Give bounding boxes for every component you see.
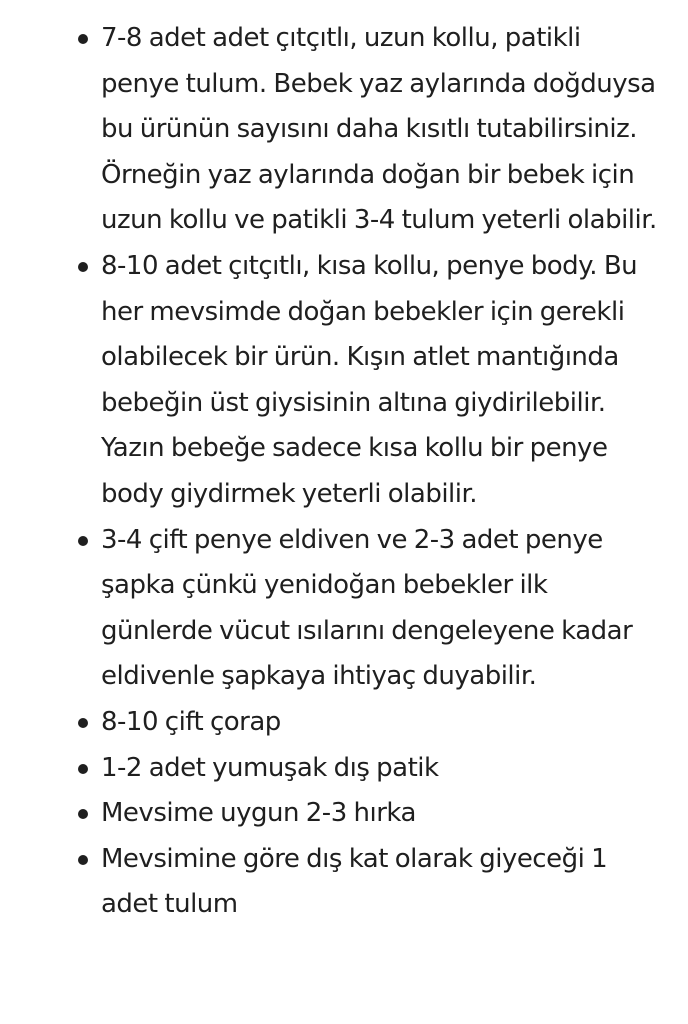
bullet-icon [78,809,88,819]
list-item-text: Mevsime uygun 2-3 hırka [101,798,416,829]
list-item [0,700,688,746]
list-item-text: 3-4 çift penye eldiven ve 2-3 adet penye şapka çünkü yenidoğan bebekler ilk günlerde vücut ısılarını dengeleyene kadar eldivenle şapkaya ihtiyaç duyabilir. [101,524,633,692]
bullet-icon [78,764,88,774]
list-item-text: 8-10 adet çıtçıtlı, kısa kollu, penye body. Bu her mevsimde doğan bebekler için gerekli olabilecek bir ürün. Kışın atlet mantığında bebeğin üst giysisinin altına giydirilebilir. Yazın bebeğe sadece kısa kollu bir penye body giydirmek yeterli olabilir. [101,250,638,509]
bullet-icon [78,855,88,865]
baby-clothing-list [0,16,688,928]
list-item-text: 8-10 çift çorap [101,706,281,737]
list-item [0,244,688,518]
list-item-text: 1-2 adet yumuşak dış patik [101,752,439,783]
bullet-icon [78,34,88,44]
list-item [0,16,688,244]
list-item-text: 7-8 adet adet çıtçıtlı, uzun kollu, patikli penye tulum. Bebek yaz aylarında doğduysa bu ürünün sayısını daha kısıtlı tutabilirsiniz. Örneğin yaz aylarında doğan bir bebek için uzun kollu ve patikli 3-4 tulum yeterli olabilir. [101,23,657,236]
list-item [0,791,688,837]
list-item [0,837,688,928]
list-item-text: Mevsimine göre dış kat olarak giyeceği 1 adet tulum [101,843,608,920]
bullet-icon [78,536,88,546]
list-item [0,518,688,700]
bullet-icon [78,718,88,728]
list-item [0,746,688,792]
bullet-icon [78,262,88,272]
article-content [0,16,688,928]
